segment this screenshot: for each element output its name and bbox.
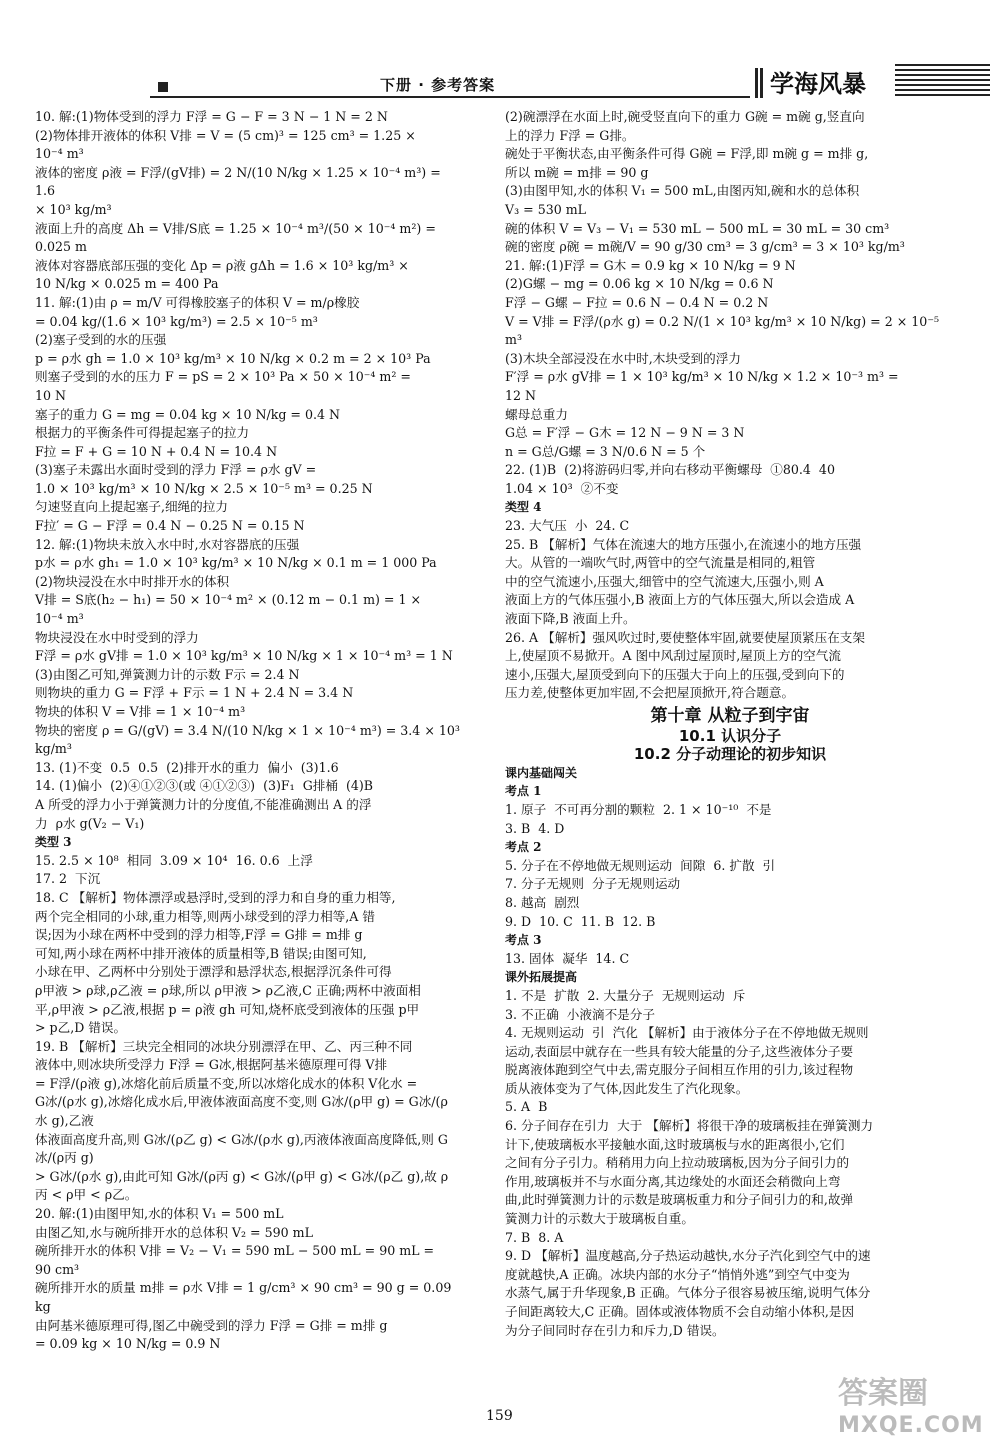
- answer-line: 物块浸没在水中时受到的浮力: [35, 629, 199, 645]
- answer-line: 由图乙知,水与碗所排开水的总体积 V₂ = 590 mL: [35, 1224, 313, 1240]
- answer-line: F拉′ = G − F浮 = 0.4 N − 0.25 N = 0.15 N: [35, 518, 305, 534]
- answer-line: 20. 解:(1)由图甲知,水的体积 V₁ = 500 mL: [35, 1206, 284, 1222]
- answer-line: > G冰/(ρ水 g),由此可知 G冰/(ρ丙 g) < G冰/(ρ甲 g) < G冰/(ρ乙 g),故 ρ丙 < ρ甲 < ρ乙。: [35, 1168, 449, 1203]
- answer-line: 物块的密度 ρ = G/(gV) = 3.4 N/(10 N/kg × 1 × 10⁻⁴ m³) = 3.4 × 10³ kg/m³: [35, 722, 464, 757]
- page-header: [150, 60, 990, 100]
- answer-line: (2)碗漂浮在水面上时,碗受竖直向下的重力 G碗 = m碗 g,竖直向: [505, 109, 865, 124]
- answer-line: 螺母总重力: [505, 406, 568, 422]
- answer-line: 8. 越高 剧烈: [505, 894, 580, 910]
- answer-line: 1.04 × 10³ ②不变: [505, 480, 619, 496]
- left-column: [35, 108, 464, 1354]
- header-bars: [755, 68, 765, 102]
- answer-line: (3)由图甲知,水的体积 V₁ = 500 mL,由图丙知,碗和水的总体积: [505, 183, 860, 199]
- answer-line: 所以 m碗 = m排 = 90 g: [505, 164, 649, 180]
- answer-line: 簧测力计的示数大于玻璃板自重。: [505, 1211, 694, 1227]
- right-column: [505, 108, 955, 1340]
- answer-line: 课外拓展提高: [505, 970, 578, 985]
- answer-line: 速小,压强大,屋顶受到向下的压强大于向上的压强,受到向下的: [505, 666, 845, 682]
- answer-line: 1.0 × 10³ kg/m³ × 10 N/kg × 2.5 × 10⁻⁵ m³ = 0.25 N: [35, 480, 373, 496]
- answer-line: 13. 固体 凝华 14. C: [505, 950, 630, 966]
- answer-line: 类型 4: [505, 500, 542, 515]
- answer-line: 7. B 8. A: [505, 1229, 564, 1245]
- answer-line: 11. 解:(1)由 ρ = m/V 可得橡胶塞子的体积 V = m/ρ橡胶: [35, 294, 360, 310]
- answer-line: 力 ρ水 g(V₂ − V₁): [35, 815, 145, 831]
- header-title: 下册 · 参考答案: [380, 76, 496, 94]
- answer-line: 7. 分子无规则 分子无规则运动: [505, 876, 681, 892]
- answer-line: 误;因为小球在两杯中受到的浮力相等,F浮 = G排 = m排 g: [35, 927, 363, 943]
- answer-line: 根据力的平衡条件可得提起塞子的拉力: [35, 425, 250, 441]
- section-title-1: 10.1 认识分子: [678, 726, 782, 745]
- answer-line: 体液面高度升高,则 G冰/(ρ乙 g) < G冰/(ρ水 g),丙液体液面高度降低,则 G冰/(ρ丙 g): [35, 1131, 448, 1166]
- answer-line: 4. 无规则运动 引 汽化 【解析】由于液体分子在不停地做无规则: [505, 1025, 869, 1041]
- answer-line: 脱离液体跑到空气中去,需克服分子间相互作用的引力,该过程物: [505, 1062, 854, 1078]
- answer-line: n = G总/G螺 = 3 N/0.6 N = 5 个: [505, 443, 706, 459]
- answer-line: 课内基础闯关: [505, 765, 578, 780]
- answer-line: 水蒸气,属于升华现象,B 正确。气体分子很容易被压缩,说明气体分: [505, 1285, 871, 1301]
- answer-line: 18. C 【解析】物体漂浮或悬浮时,受到的浮力和自身的重力相等,: [35, 889, 396, 905]
- answer-line: 考点 1: [505, 784, 542, 799]
- answer-line: = 0.04 kg/(1.6 × 10³ kg/m³) = 2.5 × 10⁻⁵ m³: [35, 313, 318, 329]
- answer-line: 液面上升的高度 Δh = V排/S底 = 1.25 × 10⁻⁴ m³/(50 × 10⁻⁴ m²) = 0.025 m: [35, 220, 440, 255]
- answer-line: 6. 分子间存在引力 大于 【解析】将很干净的玻璃板挂在弹簧测力: [505, 1118, 874, 1134]
- answer-line: = F浮/(ρ液 g),冰熔化前后质量不变,所以冰熔化成水的体积 V化水 =: [35, 1075, 418, 1091]
- answer-line: 23. 大气压 小 24. C: [505, 518, 630, 534]
- answer-line: 平,ρ甲液 > ρ乙液,根据 p = ρ液 gh 可知,烧杯底受到液体的压强 p甲: [35, 1001, 420, 1017]
- answer-line: V₃ = 530 mL: [505, 201, 587, 217]
- answer-line: 度就越快,A 正确。冰块内部的水分子“悄悄外逃”到空气中变为: [505, 1266, 850, 1282]
- answer-line: (2)物体排开液体的体积 V排 = V = (5 cm)³ = 125 cm³ = 1.25 ×: [35, 127, 416, 143]
- answer-line: 10 N/kg × 0.025 m = 400 Pa: [35, 276, 219, 292]
- answer-line: > p乙,D 错误。: [35, 1020, 127, 1036]
- answer-line: = 0.09 kg × 10 N/kg = 0.9 N: [35, 1336, 221, 1352]
- answer-line: 子间距离较大,C 正确。固体或液体物质不会自动缩小体积,是因: [505, 1304, 855, 1319]
- answer-line: G总 = F′浮 − G木 = 12 N − 9 N = 3 N: [505, 425, 745, 441]
- answer-line: 则物块的重力 G = F浮 + F示 = 1 N + 2.4 N = 3.4 N: [35, 685, 354, 701]
- answer-line: 9. D 10. C 11. B 12. B: [505, 913, 656, 929]
- watermark-line2: MXQE.COM: [838, 1413, 984, 1438]
- answer-line: 15. 2.5 × 10⁸ 相同 3.09 × 10⁴ 16. 0.6 上浮: [35, 852, 313, 868]
- answer-line: 5. 分子在不停地做无规则运动 间隙 6. 扩散 引: [505, 857, 776, 873]
- answer-line: 液体对容器底部压强的变化 Δp = ρ液 gΔh = 1.6 × 10³ kg/m³ ×: [35, 257, 409, 273]
- section-title-2: 10.2 分子动理论的初步知识: [633, 745, 827, 764]
- answer-line: A 所受的浮力小于弹簧测力计的分度值,不能准确测出 A 的浮: [35, 796, 372, 812]
- answer-line: 由阿基米德原理可得,图乙中碗受到的浮力 F浮 = G排 = m排 g: [35, 1317, 388, 1333]
- answer-line: 22. (1)B (2)将游码归零,并向右移动平衡螺母 ①80.4 40: [505, 462, 835, 478]
- answer-line: (3)木块全部浸没在水中时,木块受到的浮力: [505, 350, 741, 366]
- answer-line: (2)物块浸没在水中时排开水的体积: [35, 573, 230, 589]
- answer-line: 小球在甲、乙两杯中分别处于漂浮和悬浮状态,根据浮沉条件可得: [35, 964, 392, 980]
- answer-line: F拉 = F + G = 10 N + 0.4 N = 10.4 N: [35, 443, 278, 459]
- answer-line: p = ρ水 gh = 1.0 × 10³ kg/m³ × 10 N/kg × 0.2 m = 2 × 10³ Pa: [35, 350, 431, 366]
- answer-line: 塞子的重力 G = mg = 0.04 kg × 10 N/kg = 0.4 N: [35, 406, 341, 422]
- answer-line: 17. 2 下沉: [35, 871, 101, 887]
- answer-line: 两个完全相同的小球,重力相等,则两小球受到的浮力相等,A 错: [35, 908, 375, 924]
- answer-line: 液体中,则冰块所受浮力 F浮 = G冰,根据阿基米德原理可得 V排: [35, 1057, 388, 1073]
- answer-line: p水 = ρ水 gh₁ = 1.0 × 10³ kg/m³ × 10 N/kg × 0.1 m = 1 000 Pa: [35, 555, 437, 571]
- answer-line: 液面上方的气体压强小,B 液面上方的气体压强大,所以会造成 A: [505, 592, 855, 608]
- answer-line: 匀速竖直向上提起塞子,细绳的拉力: [35, 499, 228, 515]
- answer-line: 为分子间同时存在引力和斥力,D 错误。: [505, 1322, 725, 1338]
- answer-line: 中的空气流速小,压强大,细管中的空气流速大,压强小,则 A: [505, 573, 824, 589]
- answer-line: 碗所排开水的质量 m排 = ρ水 V排 = 1 g/cm³ × 90 cm³ = 90 g = 0.09 kg: [35, 1280, 456, 1314]
- answer-line: 则塞子受到的水的压力 F = pS = 2 × 10³ Pa × 50 × 10⁻⁴ m² =: [35, 369, 411, 385]
- chapter-title: 第十章 从粒子到宇宙: [650, 706, 810, 726]
- page-number: 159: [486, 1408, 513, 1424]
- answer-line: (3)由图乙可知,弹簧测力计的示数 F示 = 2.4 N: [35, 666, 300, 682]
- answer-line: 运动,表面层中就存在一些具有较大能量的分子,这些液体分子要: [505, 1043, 854, 1059]
- answer-line: 3. B 4. D: [505, 820, 565, 836]
- answer-line: 大。从管的一端吹气时,两管中的空气流量是相同的,粗管: [505, 555, 816, 571]
- answer-line: (2)G螺 − mg = 0.06 kg × 10 N/kg = 0.6 N: [505, 276, 774, 292]
- answer-line: 3. 不正确 小液滴不是分子: [505, 1006, 655, 1022]
- answer-line: 上的浮力 F浮 = G排。: [505, 127, 635, 143]
- answer-line: 9. D 【解析】温度越高,分子热运动越快,水分子汽化到空气中的速: [505, 1248, 871, 1264]
- answer-line: 碗所排开水的体积 V排 = V₂ − V₁ = 590 mL − 500 mL = 90 mL =: [35, 1243, 435, 1259]
- answer-line: 压力差,使整体更加牢固,不会把屋顶掀开,符合题意。: [505, 685, 795, 701]
- answer-line: ρ甲液 > ρ球,ρ乙液 = ρ球,所以 ρ甲液 > ρ乙液,C 正确;两杯中液面相: [35, 982, 421, 998]
- answer-line: G冰/(ρ水 g),冰熔化成水后,甲液体液面高度不变,则 G冰/(ρ甲 g) = G冰/(ρ水 g),乙液: [35, 1094, 448, 1129]
- answer-line: 5. A B: [505, 1099, 548, 1115]
- answer-line: 物块的体积 V = V排 = 1 × 10⁻⁴ m³: [35, 704, 246, 719]
- answer-line: 12. 解:(1)物块未放入水中时,水对容器底的压强: [35, 536, 300, 552]
- answer-line: V排 = S底(h₂ − h₁) = 50 × 10⁻⁴ m² × (0.12 m − 0.1 m) = 1 ×: [35, 592, 422, 608]
- answer-line: F浮 − G螺 − F拉 = 0.6 N − 0.4 N = 0.2 N: [505, 294, 769, 310]
- answer-line: 21. 解:(1)F浮 = G木 = 0.9 kg × 10 N/kg = 9 N: [505, 257, 796, 273]
- right-bottom-answers: [505, 764, 955, 1340]
- answer-line: 1. 原子 不可再分割的颗粒 2. 1 × 10⁻¹⁰ 不是: [505, 801, 772, 817]
- header-logo: 学海风暴: [770, 70, 866, 98]
- header-rule: [150, 96, 750, 98]
- answer-line: 考点 2: [505, 840, 542, 855]
- answer-line: 之间有分子引力。稍稍用力向上拉动玻璃板,因为分子间引力的: [505, 1155, 850, 1171]
- answer-line: 碗的密度 ρ碗 = m碗/V = 90 g/30 cm³ = 3 g/cm³ = 3 × 10³ kg/m³: [505, 239, 905, 255]
- answer-line: F′浮 = ρ水 gV排 = 1 × 10³ kg/m³ × 10 N/kg × 1.2 × 10⁻³ m³ =: [505, 369, 899, 385]
- header-stripes: [895, 64, 990, 96]
- answer-line: (2)塞子受到的水的压强: [35, 332, 167, 348]
- answer-line: 液体的密度 ρ液 = F浮/(gV排) = 2 N/(10 N/kg × 1.25 × 10⁻⁴ m³) = 1.6: [35, 164, 445, 199]
- answer-line: 12 N: [505, 387, 537, 403]
- answer-line: 上,使屋顶不易掀开。A 图中风刮过屋顶时,屋顶上方的空气流: [505, 648, 841, 664]
- answer-line: 液面下降,B 液面上升。: [505, 611, 636, 627]
- answer-line: 10⁻⁴ m³: [35, 611, 84, 627]
- answer-line: 考点 3: [505, 933, 542, 948]
- answer-line: 碗的体积 V = V₃ − V₁ = 530 mL − 500 mL = 30 mL = 30 cm³: [505, 220, 890, 236]
- answer-line: 10⁻⁴ m³: [35, 146, 84, 162]
- answer-line: 计下,使玻璃板水平接触水面,这时玻璃板与水的距离很小,它们: [505, 1136, 845, 1152]
- watermark-line1: 答案圈: [838, 1376, 928, 1411]
- answer-line: 10 N: [35, 387, 67, 403]
- answer-line: 曲,此时弹簧测力计的示数是玻璃板重力和分子间引力的和,故弹: [505, 1192, 854, 1208]
- watermark: [838, 1378, 984, 1442]
- answer-line: 10. 解:(1)物体受到的浮力 F浮 = G − F = 3 N − 1 N = 2 N: [35, 109, 388, 124]
- answer-line: V = V排 = F浮/(ρ水 g) = 0.2 N/(1 × 10³ kg/m³ × 10 N/kg) = 2 × 10⁻⁵ m³: [505, 313, 944, 348]
- answer-line: 质从液体变为了气体,因此发生了汽化现象。: [505, 1080, 749, 1096]
- answer-line: 1. 不是 扩散 2. 大量分子 无规则运动 斥: [505, 987, 746, 1003]
- answer-line: 90 cm³: [35, 1261, 80, 1277]
- answer-line: 26. A 【解析】强风吹过时,要使整体牢固,就要使屋顶紧压在支架: [505, 629, 865, 645]
- header-square-mark: [158, 82, 168, 92]
- answer-line: 作用,玻璃板并不与水面分离,其边缘处的水面还会稍微向上弯: [505, 1173, 841, 1189]
- answer-line: 碗处于平衡状态,由平衡条件可得 G碗 = F浮,即 m碗 g = m排 g,: [505, 146, 869, 162]
- answer-line: 可知,两小球在两杯中排开液体的质量相等,B 错误;由图可知,: [35, 945, 367, 961]
- answer-line: 14. (1)偏小 (2)④①②③(或 ④①②③) (3)F₁ G排桶 (4)B: [35, 778, 374, 794]
- answer-line: 类型 3: [35, 835, 72, 850]
- answer-line: 19. B 【解析】三块完全相同的冰块分别漂浮在甲、乙、丙三种不同: [35, 1038, 413, 1054]
- answer-line: (3)塞子未露出水面时受到的浮力 F浮 = ρ水 gV =: [35, 462, 317, 478]
- right-top-answers: [505, 108, 955, 703]
- answer-line: F浮 = ρ水 gV排 = 1.0 × 10³ kg/m³ × 10 N/kg × 1 × 10⁻⁴ m³ = 1 N: [35, 648, 453, 664]
- answer-line: 25. B 【解析】气体在流速大的地方压强小,在流速小的地方压强: [505, 536, 862, 552]
- answer-line: 13. (1)不变 0.5 0.5 (2)排开水的重力 偏小 (3)1.6: [35, 759, 339, 775]
- answer-line: × 10³ kg/m³: [35, 201, 112, 217]
